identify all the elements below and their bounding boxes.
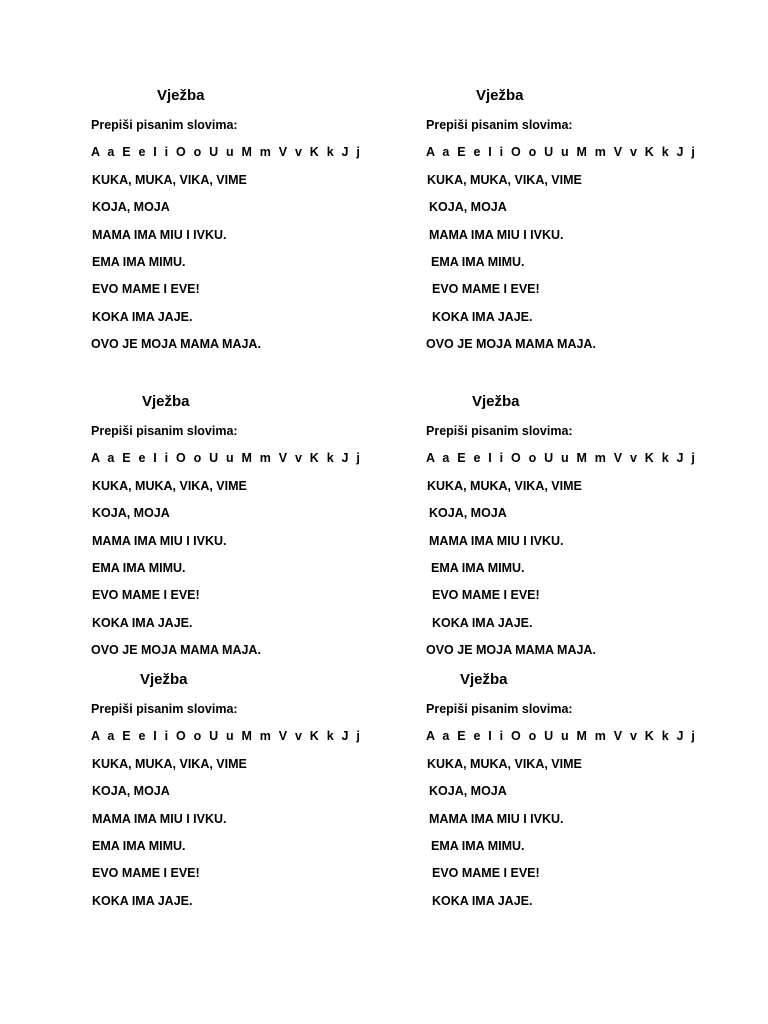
- practice-line: KOJA, MOJA: [429, 784, 507, 799]
- practice-line: EVO MAME I EVE!: [92, 588, 200, 603]
- alphabet-line: A a E e I i O o U u M m V v K k J j: [426, 145, 698, 160]
- practice-line: KUKA, MUKA, VIKA, VIME: [92, 478, 247, 493]
- practice-line: OVO JE MOJA MAMA MAJA.: [426, 643, 596, 658]
- practice-line: MAMA IMA MIU I IVKU.: [429, 533, 564, 548]
- practice-line: KUKA, MUKA, VIKA, VIME: [92, 172, 247, 187]
- practice-line: OVO JE MOJA MAMA MAJA.: [426, 337, 596, 352]
- alphabet-line: A a E e I i O o U u M m V v K k J j: [426, 451, 698, 466]
- instruction-text: Prepiši pisanim slovima:: [91, 424, 238, 438]
- practice-line: EVO MAME I EVE!: [432, 588, 540, 603]
- practice-line: KUKA, MUKA, VIKA, VIME: [92, 756, 247, 771]
- practice-line: KOJA, MOJA: [92, 784, 170, 799]
- instruction-text: Prepiši pisanim slovima:: [91, 702, 238, 716]
- practice-line: EVO MAME I EVE!: [432, 866, 540, 881]
- practice-line: EMA IMA MIMU.: [431, 255, 525, 269]
- practice-line: KOKA IMA JAJE.: [432, 893, 533, 908]
- practice-line: MAMA IMA MIU I IVKU.: [429, 811, 564, 826]
- practice-line: KOJA, MOJA: [429, 506, 507, 521]
- exercise-title: Vježba: [476, 87, 524, 104]
- practice-line: OVO JE MOJA MAMA MAJA.: [91, 337, 261, 352]
- practice-line: MAMA IMA MIU I IVKU.: [92, 227, 227, 242]
- practice-line: MAMA IMA MIU I IVKU.: [92, 811, 227, 826]
- exercise-title: Vježba: [140, 671, 188, 688]
- practice-line: KUKA, MUKA, VIKA, VIME: [427, 478, 582, 493]
- practice-line: MAMA IMA MIU I IVKU.: [92, 533, 227, 548]
- practice-line: KOKA IMA JAJE.: [432, 615, 533, 630]
- alphabet-line: A a E e I i O o U u M m V v K k J j: [426, 729, 698, 744]
- practice-line: EVO MAME I EVE!: [432, 282, 540, 297]
- practice-line: EMA IMA MIMU.: [92, 561, 186, 575]
- exercise-title: Vježba: [157, 87, 205, 104]
- practice-line: OVO JE MOJA MAMA MAJA.: [91, 643, 261, 658]
- alphabet-line: A a E e I i O o U u M m V v K k J j: [91, 451, 363, 466]
- instruction-text: Prepiši pisanim slovima:: [426, 424, 573, 438]
- instruction-text: Prepiši pisanim slovima:: [91, 118, 238, 132]
- practice-line: EMA IMA MIMU.: [92, 255, 186, 269]
- practice-line: KOKA IMA JAJE.: [92, 615, 193, 630]
- practice-line: EMA IMA MIMU.: [431, 839, 525, 853]
- instruction-text: Prepiši pisanim slovima:: [426, 118, 573, 132]
- exercise-title: Vježba: [460, 671, 508, 688]
- exercise-title: Vježba: [142, 393, 190, 410]
- practice-line: KOJA, MOJA: [92, 506, 170, 521]
- practice-line: EVO MAME I EVE!: [92, 866, 200, 881]
- practice-line: EMA IMA MIMU.: [431, 561, 525, 575]
- practice-line: KOKA IMA JAJE.: [92, 893, 193, 908]
- practice-line: KOJA, MOJA: [92, 200, 170, 215]
- practice-line: KUKA, MUKA, VIKA, VIME: [427, 756, 582, 771]
- alphabet-line: A a E e I i O o U u M m V v K k J j: [91, 729, 363, 744]
- exercise-title: Vježba: [472, 393, 520, 410]
- practice-line: KOKA IMA JAJE.: [432, 309, 533, 324]
- alphabet-line: A a E e I i O o U u M m V v K k J j: [91, 145, 363, 160]
- practice-line: KOKA IMA JAJE.: [92, 309, 193, 324]
- practice-line: EMA IMA MIMU.: [92, 839, 186, 853]
- practice-line: EVO MAME I EVE!: [92, 282, 200, 297]
- practice-line: KUKA, MUKA, VIKA, VIME: [427, 172, 582, 187]
- practice-line: MAMA IMA MIU I IVKU.: [429, 227, 564, 242]
- instruction-text: Prepiši pisanim slovima:: [426, 702, 573, 716]
- practice-line: KOJA, MOJA: [429, 200, 507, 215]
